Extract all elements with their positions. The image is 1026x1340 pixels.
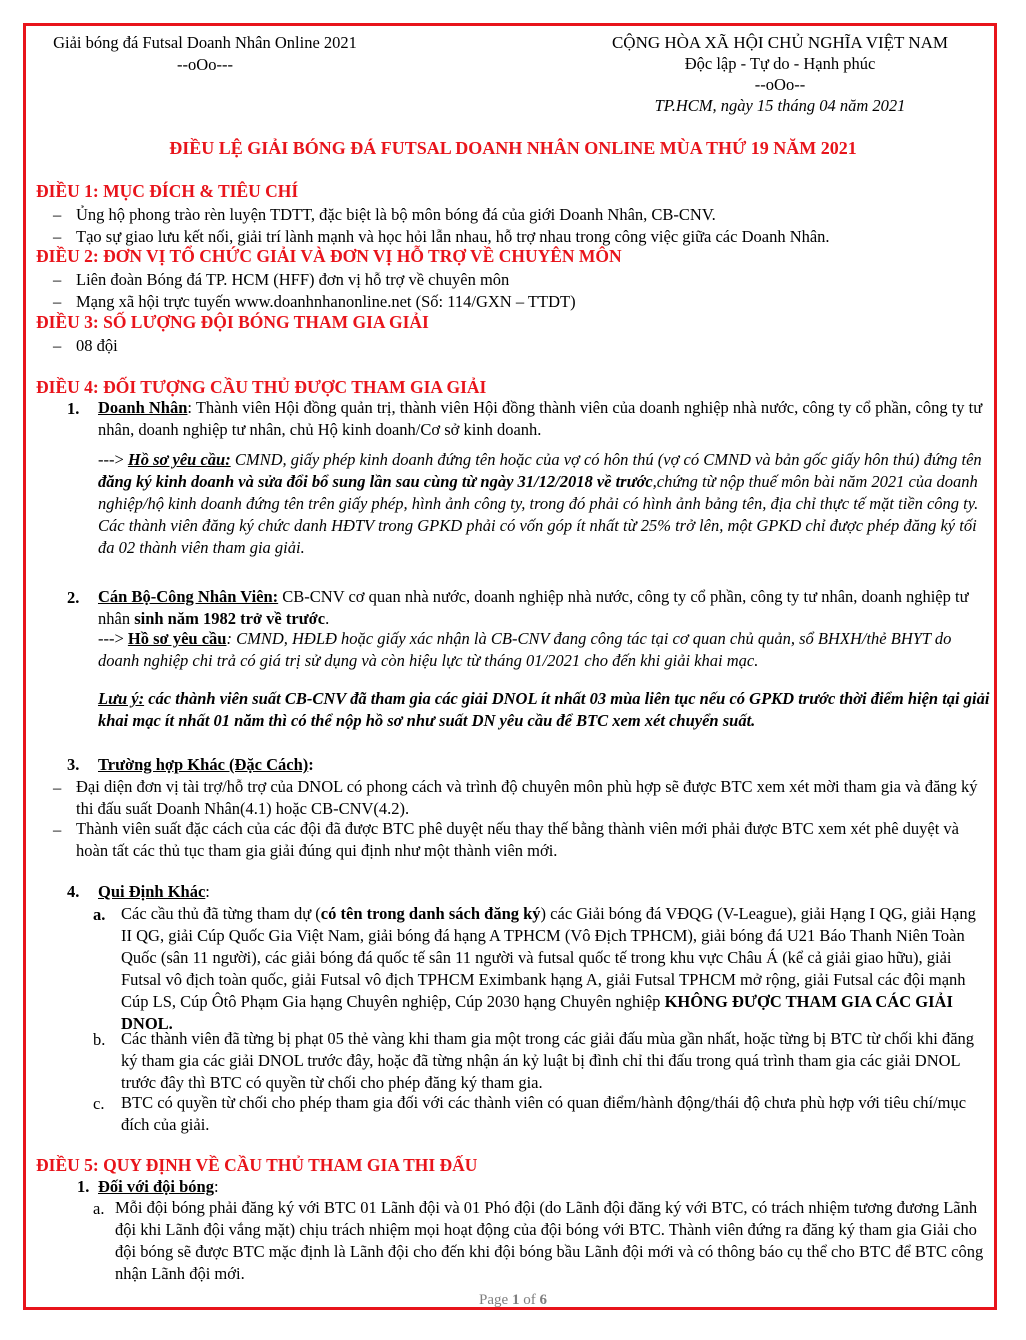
section-number: 1. [77, 1177, 90, 1196]
article-2-item: Liên đoàn Bóng đá TP. HCM (HFF) đơn vị hỗ trợ về chuyên môn [76, 270, 510, 289]
article-3-item: 08 đội [76, 336, 118, 355]
article-3-heading: ĐIỀU 3: SỐ LƯỢNG ĐỘI BÓNG THAM GIA GIẢI [36, 312, 429, 332]
article-5-heading: ĐIỀU 5: QUY ĐỊNH VỀ CẦU THỦ THAM GIA THI ĐẤU [36, 1155, 478, 1175]
special-case-item: Thành viên suất đặc cách của các đội đã được BTC phê duyệt nếu thay thế bằng thành viên mới phải được BTC xem xét phê duyệt và hoàn tất các thủ tục tham gia giải đúng qui định như một thành viên mới. [76, 819, 959, 860]
businessman-requirements: ---> Hồ sơ yêu cầu: CMND, giấy phép kinh doanh đứng tên hoặc của vợ có hôn thú (vợ có CMND và bản gốc giấy hôn thú) đứng tên đăng ký kinh doanh và sửa đổi bổ sung lần sau cùng từ ngày 31/12/2018 về trước,chứng từ nộp thuế môn bài năm 2021 của doanh nghiệp/hộ kinh doanh đứng tên trên giấy phép, hình ảnh công ty, trong đó phải có hình ảnh bảng tên, địa chỉ thực tế mặt tiền công ty. Các thành viên đăng ký chức danh HĐTV trong GPKD phải có vốn góp ít nhất từ 25% trở lên, một GPKD chỉ được phép đăng ký tối đa 02 thành viên tham gia giải. [98, 450, 982, 557]
article-2-heading: ĐIỀU 2: ĐƠN VỊ TỔ CHỨC GIẢI VÀ ĐƠN VỊ HỖ TRỢ VỀ CHUYÊN MÔN [36, 246, 622, 266]
article-1-item: Tạo sự giao lưu kết nối, giải trí lành mạnh và học hỏi lẫn nhau, hỗ trợ nhau trong công việc giữa các Doanh Nhân. [76, 227, 830, 246]
list-marker: b. [93, 1030, 106, 1049]
businessman-definition: Doanh Nhân: Thành viên Hội đồng quản trị, thành viên Hội đồng thành viên của doanh nghiệp nhà nước, công ty cổ phần, công ty tư nhân, doanh nghiệp tư nhân, chủ Hộ kinh doanh/Cơ sở kinh doanh. [98, 398, 983, 439]
country-name: CỘNG HÒA XÃ HỘI CHỦ NGHĨA VIỆT NAM [611, 33, 949, 52]
document-title: ĐIỀU LỆ GIẢI BÓNG ĐÁ FUTSAL DOANH NHÂN ONLINE MÙA THỨ 19 NĂM 2021 [169, 138, 857, 158]
article-2-item: Mạng xã hội trực tuyến www.doanhnhanonline.net (Số: 114/GXN – TTDT) [76, 292, 576, 311]
list-marker: c. [93, 1094, 105, 1113]
section-number: 1. [67, 399, 80, 418]
list-marker: a. [93, 905, 106, 924]
team-rules-heading: Đối với đội bóng: [98, 1177, 219, 1196]
staff-definition: Cán Bộ-Công Nhân Viên: CB-CNV cơ quan nhà nước, doanh nghiệp nhà nước, công ty cổ phần, công ty tư nhân, doanh nghiệp tư nhân sinh năm 1982 trở về trước. [98, 587, 969, 628]
bullet-dash: – [53, 205, 62, 224]
special-case-heading: Trường hợp Khác (Đặc Cách): [98, 755, 314, 774]
list-marker: a. [93, 1199, 105, 1218]
bullet-dash: – [53, 292, 62, 311]
article-1-heading: ĐIỀU 1: MỤC ĐÍCH & TIÊU CHÍ [36, 181, 299, 201]
right-separator: --oOo-- [754, 75, 806, 94]
bullet-dash: – [53, 227, 62, 246]
special-case-item: Đại diện đơn vị tài trợ/hỗ trợ của DNOL có phong cách và trình độ chuyên môn phù hợp sẽ được BTC xem xét mời tham gia và đăng ký thi đấu suất Doanh Nhân(4.1) hoặc CB-CNV(4.2). [76, 777, 978, 818]
rule-b: Các thành viên đã từng bị phạt 05 thẻ vàng khi tham gia một trong các giải đấu mùa gần nhất, hoặc từng bị BTC từ chối khi đăng ký tham gia các giải DNOL trước đây, hoặc đã từng nhận án kỷ luật bị đình chỉ thi đấu trong quá trình tham gia các giải DNOL trước đây thì BTC có quyền từ chối cho phép đăng ký tham gia. [121, 1029, 975, 1092]
section-number: 4. [67, 882, 80, 901]
rule-c: BTC có quyền từ chối cho phép tham gia đối với các thành viên có quan điểm/hành động/thái độ chưa phù hợp với tiêu chí/mục đích của giải. [121, 1093, 967, 1134]
rule-a: Các cầu thủ đã từng tham dự (có tên trong danh sách đăng ký) các Giải bóng đá VĐQG (V-League), giải Hạng I QG, giải Hạng II QG, giải Cúp Quốc Gia Việt Nam, giải bóng đá hạng A TPHCM (Vô Địch TPHCM), giải bóng đá U21 Báo Thanh Niên Toàn Quốc (sân 11 người), các giải bóng đá quốc tế sân 11 người và futsal quốc tế trong khu vực Châu Á (kể cả giải giao hữu), giải Futsal vô địch toàn quốc, giải Futsal vô địch TPHCM Eximbank hạng A, giải Futsal TPHCM mở rộng, giải Futsal các đội mạnh Cúp LS, Cúp Ôtô Phạm Gia hạng Chuyên nghiệp, Cúp 2030 hạng Chuyên nghiệp KHÔNG ĐƯỢC THAM GIA CÁC GIẢI DNOL. [121, 904, 976, 1033]
document-date: TP.HCM, ngày 15 tháng 04 năm 2021 [654, 96, 906, 115]
other-rules-heading: Qui Định Khác: [98, 882, 210, 901]
article-1-item: Ủng hộ phong trào rèn luyện TDTT, đặc biệt là bộ môn bóng đá của giới Doanh Nhân, CB-CNV. [76, 205, 716, 224]
section-number: 3. [67, 755, 80, 774]
tournament-name: Giải bóng đá Futsal Doanh Nhân Online 2021 [53, 33, 357, 52]
section-number: 2. [67, 588, 80, 607]
bullet-dash: – [53, 336, 62, 355]
article-4-heading: ĐIỀU 4: ĐỐI TƯỢNG CẦU THỦ ĐƯỢC THAM GIA GIẢI [36, 377, 487, 397]
team-rule-a: Mỗi đội bóng phải đăng ký với BTC 01 Lãnh đội và 01 Phó đội (do Lãnh đội đăng ký với BTC, có trách nhiệm tương đương Lãnh đội khi Lãnh đội vắng mặt) chịu trách nhiệm mọi hoạt động của đội bóng với BTC. Thành viên đứng ra đăng ký tham gia Giải cho đội bóng sẽ được BTC mặc định là Lãnh đội cho đến khi đội bóng bầu Lãnh đội mới và có thông báo cụ thể cho BTC để BTC công nhận Lãnh đội mới. [115, 1198, 984, 1283]
left-separator: --oOo--- [177, 55, 233, 74]
national-motto: Độc lập - Tự do - Hạnh phúc [684, 54, 876, 73]
staff-requirements: ---> Hồ sơ yêu cầu: CMND, HĐLĐ hoặc giấy xác nhận là CB-CNV đang công tác tại cơ quan chủ quản, sổ BHXH/thẻ BHYT do doanh nghiệp chi trả có giá trị sử dụng và còn hiệu lực từ tháng 01/2021 cho đến khi giải khai mạc. [98, 629, 952, 670]
bullet-dash: – [53, 778, 62, 797]
staff-note: Lưu ý: các thành viên suất CB-CNV đã tham gia các giải DNOL ít nhất 03 mùa liên tục nếu có GPKD trước thời điểm hiện tại giải khai mạc ít nhất 01 năm thì có thể nộp hồ sơ như suất DN yêu cầu để BTC xem xét chuyển suất. [98, 689, 990, 730]
page-number: Page 1 of 6 [479, 1292, 547, 1308]
bullet-dash: – [53, 820, 62, 839]
bullet-dash: – [53, 270, 62, 289]
